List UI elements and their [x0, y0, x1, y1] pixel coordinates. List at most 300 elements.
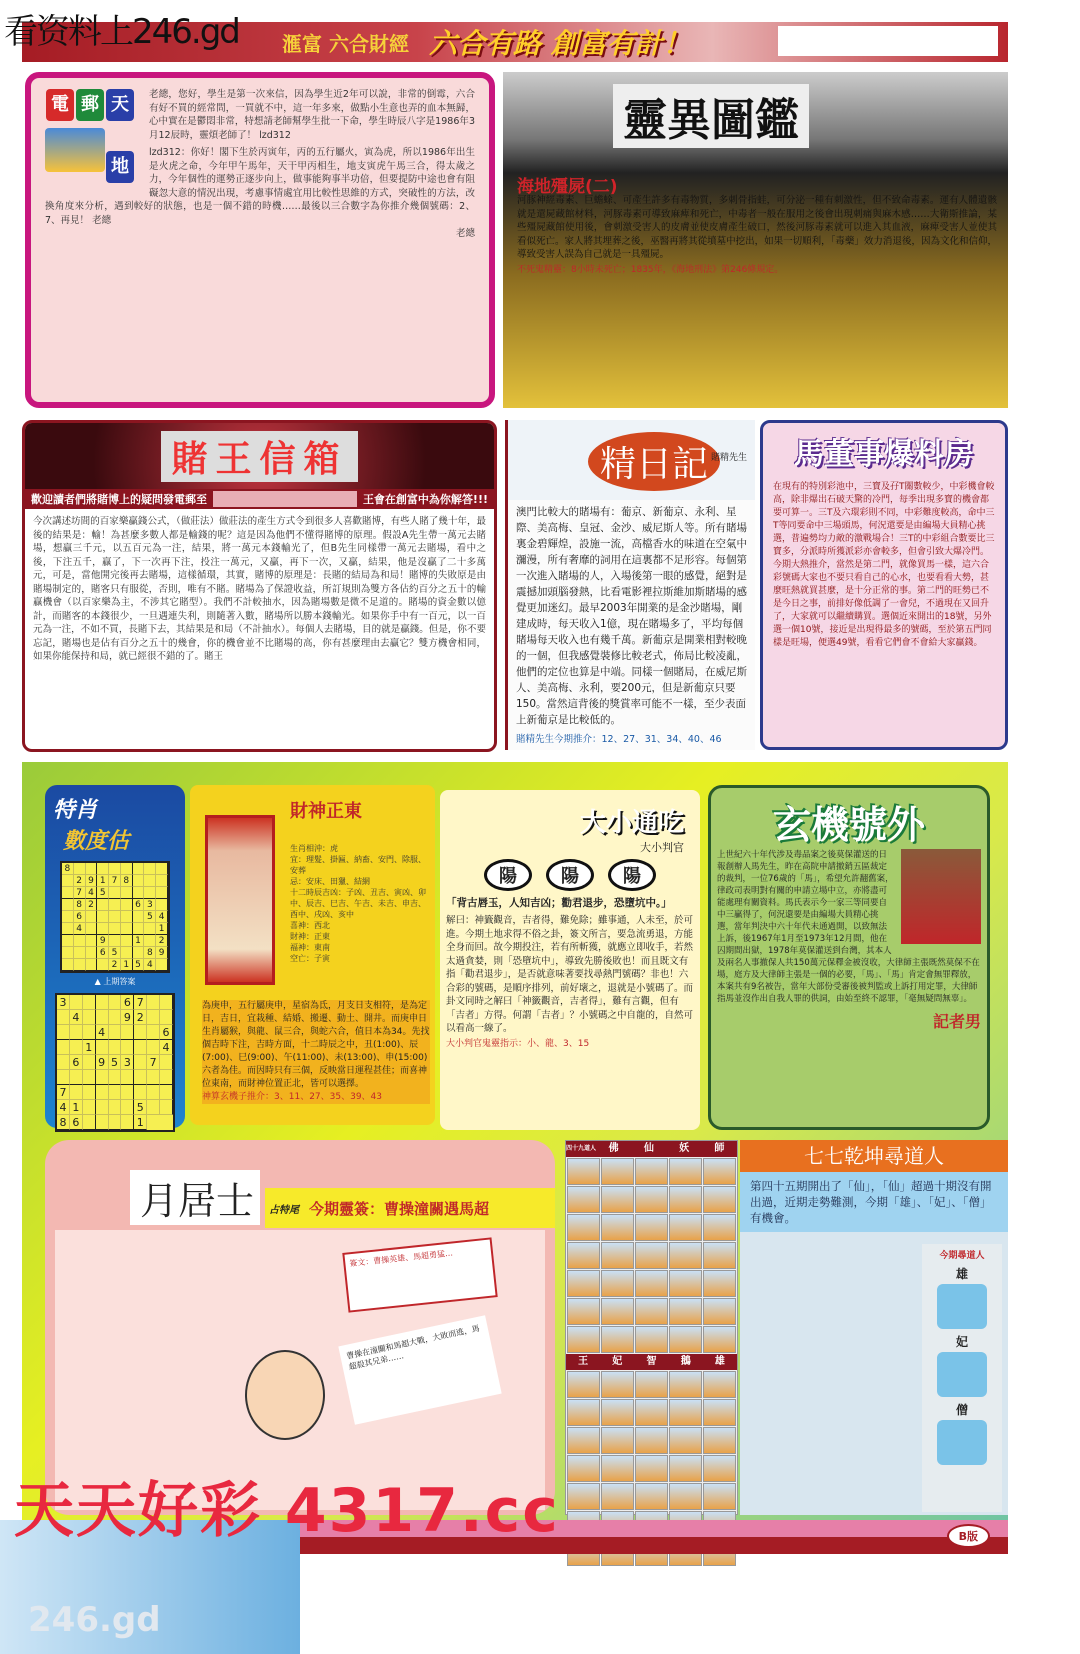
sudoku-cell: 5 — [109, 947, 121, 959]
sudoku-cell: 2 — [109, 959, 121, 971]
sudoku-cell: 1 — [133, 935, 145, 947]
qq-side-label: 今期尋道人 — [939, 1251, 985, 1261]
qq-side — [922, 1244, 1002, 1512]
sudoku-cell — [109, 1010, 122, 1025]
character-card — [601, 1270, 634, 1297]
god-of-wealth-image — [205, 815, 275, 985]
caishen-panel — [190, 785, 435, 1125]
character-card — [703, 1399, 736, 1426]
ghost-footer: 不死鬼精靈：8小時未死亡；1835年，《海地刑法》第246條規定。 — [517, 264, 784, 275]
sudoku-cell — [97, 911, 109, 923]
sudoku-cell: 4 — [144, 959, 156, 971]
sudoku-cell: 6 — [133, 899, 145, 911]
sudoku-cell — [109, 899, 121, 911]
sudoku-cell — [86, 923, 98, 935]
sudoku-cell — [109, 1025, 122, 1040]
sudoku-cell — [109, 995, 122, 1010]
character-card — [601, 1483, 634, 1510]
sudoku-cell: 2 — [86, 899, 98, 911]
gambling-king-mailbox — [22, 420, 497, 752]
sudoku-cell — [160, 995, 173, 1010]
king-bar-right: 王會在創富中為你解答!!! — [362, 493, 488, 506]
sudoku-cell: 7 — [147, 1055, 160, 1070]
sudoku-cell — [121, 1115, 134, 1130]
sudoku-cell: 6 — [70, 1115, 83, 1130]
sudoku-cell — [121, 1085, 134, 1100]
caishen-rec-label: 神算玄機子推介： — [202, 1092, 275, 1102]
banner-blank — [778, 26, 998, 56]
sudoku-cell — [86, 911, 98, 923]
character-card — [567, 1186, 600, 1213]
sudoku-cell — [144, 935, 156, 947]
sudoku-cell — [133, 875, 145, 887]
sudoku-cell: 5 — [97, 887, 109, 899]
character-card — [601, 1371, 634, 1398]
cartoon-face-icon — [245, 1350, 325, 1440]
logo-char: 地 — [106, 151, 134, 183]
sudoku-cell — [121, 1025, 134, 1040]
character-card — [703, 1242, 736, 1269]
ghost-column — [503, 72, 1008, 408]
sudoku-cell — [70, 1085, 83, 1100]
sudoku-cell — [97, 863, 109, 875]
mail-reply: lzd312：你好！閣下生於丙寅年，丙的五行屬火，寅為虎，所以1986年出生是火虎之命，今年甲午馬年，天干甲丙相生，地支寅虎午馬三合，得太歲之力，今年個性的運勢正逐步向上，做事能夠事半功倍，但要提防中途也會有阻礙忽大意的情況出現，考慮事情處宜用比較性思維的方式，突破性的方法，改換角度來分析，遇到較好的狀態，也是一個不錯的時機……最後以三合數字為你推介幾個號碼：2、7、再見！ 老總 — [45, 147, 475, 226]
ghost-text: 河豚神經毒素、巨蟾蜍、可產生許多有毒物質，多刺骨指蛙，可分泌一種有刺激性，但不致命毒素。運有人體遺骸就是還屍藏館材料，河豚毒素可導致麻痺和死亡，中毒者一般在服用之後會出現刺痛與麻木感……大衛斯推論，某些殭屍藏館使用後，會刺激受害人的皮膚並使皮膚產生破口，然後河豚毒素就可以進入其血液，麻痺受害人並使其看似死亡。家人將其埋葬之後，巫醫再將其從墳墓中挖出，如果一切順利，「毒藥」效力消退後，因為文化和信仰，導致受害人誤為自己就是一具殭屍。 — [517, 195, 997, 260]
character-card — [669, 1270, 702, 1297]
sudoku-cell: 6 — [160, 1025, 173, 1040]
sudoku-cell — [83, 1025, 96, 1040]
almanac-item: 生肖相沖：虎 — [290, 844, 338, 853]
character-card — [669, 1427, 702, 1454]
sudoku-cell — [156, 875, 168, 887]
character-card — [669, 1158, 702, 1185]
character-card — [567, 1455, 600, 1482]
sudoku-cell — [83, 1055, 96, 1070]
character-card — [567, 1270, 600, 1297]
sudoku-cell: 4 — [156, 911, 168, 923]
sudoku-cell: 1 — [156, 923, 168, 935]
character-card — [601, 1242, 634, 1269]
character-card — [703, 1298, 736, 1325]
character-card — [567, 1483, 600, 1510]
sudoku-cell — [133, 863, 145, 875]
logo-char: 郵 — [76, 89, 104, 121]
dxt-title: 大小通吃 — [579, 808, 684, 838]
moon-tag-small: 占特尾 — [269, 1204, 299, 1216]
character-card — [567, 1326, 600, 1353]
character-card — [567, 1427, 600, 1454]
character-card — [703, 1371, 736, 1398]
sudoku-cell — [134, 1055, 147, 1070]
sudoku-cell — [74, 959, 86, 971]
sudoku-cell — [86, 959, 98, 971]
diary-column — [505, 420, 755, 750]
portrait-photo — [901, 849, 981, 944]
sudoku-cell — [147, 1100, 160, 1115]
caishen-title: 財神正東 — [290, 801, 362, 822]
character-card — [635, 1214, 668, 1241]
character-card — [703, 1455, 736, 1482]
character-card — [703, 1214, 736, 1241]
caishen-rec: 3、11、27、35、39、43 — [274, 1092, 383, 1102]
sudoku-cell: 8 — [57, 1115, 70, 1130]
sudoku-cell — [121, 1100, 134, 1115]
sudoku-cell — [109, 911, 121, 923]
sudoku-cell — [160, 1100, 173, 1115]
sudoku-cell — [96, 1040, 109, 1055]
sudoku-cell — [70, 1040, 83, 1055]
sudoku-cell — [134, 1070, 147, 1085]
king-title: 賭王信箱 — [161, 431, 357, 482]
character-card — [635, 1371, 668, 1398]
sudoku-title: 特肖 — [53, 798, 98, 823]
sudoku-cell: 4 — [96, 1025, 109, 1040]
sudoku-cell — [96, 1085, 109, 1100]
character-card — [703, 1270, 736, 1297]
sudoku-cell — [121, 887, 133, 899]
sudoku-cell — [109, 1100, 122, 1115]
yang-badge: 陽 — [608, 859, 656, 891]
sudoku-cell — [147, 1010, 160, 1025]
character-card — [635, 1326, 668, 1353]
grid-head: 雄 — [714, 1356, 725, 1367]
sudoku-cell — [97, 959, 109, 971]
sudoku-cell — [62, 875, 74, 887]
computer-icon — [45, 128, 105, 172]
character-card — [669, 1455, 702, 1482]
sudoku-cell: 9 — [97, 935, 109, 947]
sudoku-cell — [83, 1085, 96, 1100]
sudoku-cell — [109, 863, 121, 875]
diary-author: 賭精先生 — [710, 453, 747, 463]
grid-head: 仙 — [643, 1143, 654, 1154]
sudoku-cell: 5 — [133, 959, 145, 971]
character-card — [635, 1483, 668, 1510]
sudoku-cell — [144, 875, 156, 887]
sudoku-cell — [133, 923, 145, 935]
brand: 滙富 六合財經 — [282, 31, 409, 56]
sudoku-cell — [109, 935, 121, 947]
moon-tag-main: 今期靈簽：曹操潼關遇馬超 — [309, 1199, 490, 1218]
sudoku-cell — [57, 1055, 70, 1070]
moon-title: 月居士 — [130, 1170, 260, 1225]
sudoku-cell — [62, 947, 74, 959]
sudoku-cell: 6 — [74, 911, 86, 923]
character-card — [703, 1158, 736, 1185]
grid-head: 佛 — [608, 1143, 619, 1154]
sudoku-cell — [144, 863, 156, 875]
sudoku-cell — [62, 899, 74, 911]
character-card — [567, 1399, 600, 1426]
sudoku-cell — [96, 1010, 109, 1025]
sudoku-cell — [160, 1070, 173, 1085]
character-card — [635, 1270, 668, 1297]
character-card — [601, 1186, 634, 1213]
diary-text: 澳門比較大的賭場有：葡京、新葡京、永利、星際、美高梅、皇冠、金沙、威尼斯人等。所有賭場裏金碧輝煌，設施一流，高檔香水的味道在空氣中瀰漫，所有奢靡的詞用在這裏都不足形容。每個第一次進入賭場的人，入場後第一眼的感覺，絕對是震撼加頭腦發熱，比看電影裡拉斯維加斯賭場的感覺更加迷幻。最早2003年開業的是金沙賭場，剛建成時，每天收入1億，現在賭場多了，平均每個賭場每天收入也有幾千萬。新葡京是開業相對較晚的一個，但我感覺裝修比較老式，佈局比較凌亂，他們的定位也算是中端。同樣一個賭局，在威尼斯人、美高梅、永利，要200元，但是新葡京只要150。當然這背後的獎賞率可能不一樣，至少表面上新葡京是比較低的。 — [516, 506, 747, 726]
sudoku-cell — [83, 1010, 96, 1025]
sudoku-cell — [156, 887, 168, 899]
sudoku-cell — [74, 863, 86, 875]
character-card — [703, 1186, 736, 1213]
character-card — [635, 1427, 668, 1454]
watermark-top: 看资料上246.gd — [4, 12, 239, 52]
sudoku-subtitle: 數度估 — [63, 829, 130, 854]
character-card — [601, 1158, 634, 1185]
character-card — [669, 1483, 702, 1510]
sudoku-cell — [86, 947, 98, 959]
sudoku-cell — [62, 923, 74, 935]
sudoku-cell — [121, 911, 133, 923]
ma-title: 馬董事爆料房 — [794, 437, 974, 472]
mail-sign: 老總 — [455, 228, 475, 239]
sudoku-cell — [96, 1100, 109, 1115]
sudoku-cell — [160, 1010, 173, 1025]
mail-column — [25, 72, 495, 408]
sudoku-cell — [74, 947, 86, 959]
sudoku-cell: 9 — [86, 875, 98, 887]
sudoku-cell — [57, 1010, 70, 1025]
sudoku-cell — [62, 959, 74, 971]
dxt-text: 解曰：神籤觀音，吉者得，難免除；雖事通，人未至，於可進。今期土地求得不俗之卦，簽文所言，要急流勇退，方能全身而回。故今期投注，若有所斬獲，就應立即收手，若然太過貪婪，則「恐墮坑中」，導致先勝後敗也！而且既文有指「勸君退步」，是否就意味著要找尋熱門號碼？非也！六合彩的號碼，是順序排列，前好壞之，退就是小號碼了。而卦文同時之解曰「神籤觀音，吉者得」，難有言觀，但有「吉者」方得。何謂「吉者」？小號碼之中自龍的，自然可以看高一線了。 — [446, 915, 694, 1034]
character-card — [635, 1298, 668, 1325]
sudoku-cell — [109, 1070, 122, 1085]
character-card — [635, 1158, 668, 1185]
sudoku-cell: 1 — [97, 875, 109, 887]
qq-pick: 妃 — [955, 1335, 968, 1349]
character-grid — [565, 1140, 738, 1515]
diary-nums: 12、27、31、34、40、46 — [601, 734, 722, 745]
almanac-item: 福神：東南 — [290, 943, 330, 952]
moon-panel — [45, 1140, 555, 1515]
sudoku-cell — [147, 995, 160, 1010]
moon-card: 曹操在潼關和馬超大戰，大敗而逃，馬超殺其兄弟…… — [338, 1315, 501, 1424]
caishen-text: 為庚申，五行屬庚申，星宿為氐，月支日支相符，是為定日，吉日，宜栽種、結婚、搬遷、動土、開井。而庚申日生肖屬猴，與龍、鼠三合，與蛇六合，值日本為34。先找個吉時下注，吉時方面，十二時辰之中，丑(1:00)、辰(7:00)、巳(9:00)、午(11:00)、未(13:00)、申(15:00)六者為佳。而因時只有三個，反映當日運程甚佳；而喜神位東南，而財神位置正北，皆可以選擇。 — [202, 1001, 430, 1089]
qq-panel — [740, 1140, 1008, 1515]
ma-column — [760, 420, 1008, 750]
sudoku-cell — [156, 863, 168, 875]
sudoku-cell — [133, 947, 145, 959]
sudoku-cell — [133, 887, 145, 899]
sudoku-cell — [70, 1070, 83, 1085]
sudoku-cell — [121, 899, 133, 911]
character-card — [635, 1186, 668, 1213]
sudoku-cell: 6 — [121, 995, 134, 1010]
character-card — [703, 1483, 736, 1510]
sudoku-cell: 1 — [134, 1115, 147, 1130]
character-card — [567, 1214, 600, 1241]
character-icon — [937, 1284, 987, 1329]
mail-logo — [45, 88, 141, 188]
sudoku-cell — [121, 863, 133, 875]
mail-letter: 老總，您好，學生是第一次來信，因為學生近2年可以說，非常的倒霉，六合有好不買的經常問，一買就不中，這一年多來，做點小生意也弄的血本無歸，心中實在是鬱悶非常，特想請老師幫學生批一下命，學生時辰八字是1986年3月12辰時，靈煩老師了！ lzd312 — [149, 89, 475, 141]
character-card — [635, 1242, 668, 1269]
character-card — [669, 1242, 702, 1269]
sudoku-cell: 8 — [121, 875, 133, 887]
yang-badge: 陽 — [484, 859, 532, 891]
yang-badge: 陽 — [546, 859, 594, 891]
ghost-title: 靈異圖鑑 — [613, 84, 809, 148]
character-card — [669, 1214, 702, 1241]
character-card — [601, 1455, 634, 1482]
sudoku-cell — [144, 923, 156, 935]
sudoku-cell — [74, 935, 86, 947]
sudoku-cell: 2 — [74, 875, 86, 887]
qq-pick: 雄 — [955, 1267, 968, 1281]
sudoku-cell — [97, 923, 109, 935]
sudoku-cell: 8 — [74, 899, 86, 911]
grid-head: 鵝 — [680, 1356, 691, 1367]
sudoku-cell — [147, 1040, 160, 1055]
sudoku-cell: 5 — [109, 1055, 122, 1070]
sudoku-cell: 8 — [62, 863, 74, 875]
character-card — [635, 1399, 668, 1426]
sudoku-cell: 8 — [144, 947, 156, 959]
answer-label: ▲ 上期答案 — [94, 977, 136, 986]
sudoku-cell — [160, 1085, 173, 1100]
watermark-big: 天天好彩 4317.cc — [14, 1476, 560, 1546]
qq-pick: 僧 — [955, 1403, 968, 1417]
moon-note: 簽文：曹操英雄、馬超勇猛… — [342, 1237, 497, 1312]
character-card — [635, 1455, 668, 1482]
sudoku-cell — [62, 887, 74, 899]
sudoku-cell — [97, 899, 109, 911]
character-card — [669, 1371, 702, 1398]
character-card — [567, 1158, 600, 1185]
sudoku-cell: 9 — [121, 1010, 134, 1025]
sudoku-cell: 2 — [156, 935, 168, 947]
xj-text: 上世紀六十年代涉及毒品案之後莫保灌送的日報創辦人馬先生，昨在高院申請撤銷五區裁定的裁判，一位76歲的「馬」，希望允許翻舊案，律政司表明對有關的申請立場中立，亦將盡可能處理有關資料。馬氏表示今一家三等同要自中三贏得了，何況還要是由編場大員精心挑選，當年判決中六十年代未通過開，以致無法上訴，後1967年1月至1973年12月間，他在囚期間出獄，1978年莫保灌送到台灣，其本人及兩名人事撤保人共150萬元保釋金被沒收，大律師主張既然莫保不在場，庭方及大律師主張是一個的必要，「馬」、「馬」肯定會無罪釋放，本案共有9名被告，當年大部份受審後被判監或上訴打用定罪，大律師指馬並沒作出自我人罪的供詞，由始至終不認罪，「毫無疑問無辜」。 — [717, 850, 980, 1004]
grid-head: 王 — [578, 1356, 589, 1367]
watermark-small: 246.gd — [0, 1520, 300, 1654]
sudoku-cell — [109, 1115, 122, 1130]
sudoku-cell: 9 — [156, 947, 168, 959]
logo-char: 電 — [46, 89, 74, 121]
character-card — [601, 1298, 634, 1325]
grid-head: 妃 — [612, 1356, 623, 1367]
sudoku-cell — [57, 1070, 70, 1085]
sudoku-cell — [96, 1070, 109, 1085]
sudoku-cell: 2 — [134, 1010, 147, 1025]
sudoku-cell: 3 — [144, 899, 156, 911]
sudoku-cell — [134, 1025, 147, 1040]
sudoku-panel — [45, 785, 185, 1128]
grid-head: 智 — [646, 1356, 657, 1367]
sudoku-cell — [147, 1025, 160, 1040]
sudoku-cell: 6 — [97, 947, 109, 959]
diary-nums-label: 賭精先生今期推介： — [516, 734, 602, 745]
character-card — [669, 1186, 702, 1213]
grid-corner: 四十九道人 — [566, 1145, 597, 1152]
dxt-panel — [440, 790, 700, 1130]
sudoku-cell: 6 — [70, 1055, 83, 1070]
character-icon — [937, 1420, 987, 1465]
sudoku-cell: 7 — [74, 887, 86, 899]
king-text: 今次講述坊間的百家樂贏錢公式，（做莊法）做莊法的產生方式令到很多人喜歡賭博，有些人賭了幾十年，最後的結果是：輸！為甚麼多數人都是輸錢的呢？這是因為他們不懂得賭博的原理。假設A先生帶一萬元去賭場，想贏三千元，以五百元為一注，結果，將一萬元本錢輸光了，但B先生同樣帶一萬元去賭場，看中之後，下注五千，贏了，下一次再下注，投注一萬元，又贏，再下一次，又贏，結果，他是沒贏了二十多萬元，可是，當他開完後再去賭場，這樣循環，其實，賭博的原理是：長賭的結局為和局！賭博的失敗原是由賭場制定的，賭客只有服從，否則，唯有不賭。賭場為了保證收益，所訂規則為雙方各佔約百分之五十的輸贏機會（以百家樂為主，不涉其它賭型）。我們不計較抽水，因為賭場數是微不足道的。賭場的資金數以億計，而賭客的本錢很少，一旦遇連失利，則隨著入數，賭場所以勝本錢輸光。如果你手中有一百元，以一百元為一注，不如不買，長賭下去，其結果是和局（不計抽水）。每個人去賭場，目的就是贏錢。但是，你不要忘記，賭場也是佔有百分之五十的幾會，你的機會並不比賭場的高，你有甚麼理由去贏它？雙方機會相同，如果你能保持和局，就已經很不錯的了。賭王 — [33, 516, 486, 662]
sudoku-cell — [83, 1115, 96, 1130]
sudoku-cell: 4 — [160, 1040, 173, 1055]
sudoku-cell — [121, 923, 133, 935]
sudoku-cell: 5 — [144, 911, 156, 923]
sudoku-cell: 7 — [134, 995, 147, 1010]
logo-char: 天 — [106, 89, 134, 121]
character-card — [669, 1298, 702, 1325]
character-card — [567, 1298, 600, 1325]
xj-title: 玄機號外 — [772, 803, 925, 847]
xj-panel — [708, 785, 990, 1130]
sudoku-cell — [156, 899, 168, 911]
sudoku-cell: 4 — [57, 1100, 70, 1115]
sudoku-cell: 4 — [74, 923, 86, 935]
sudoku-cell — [160, 1055, 173, 1070]
slogan: 六合有路 創富有計！ — [428, 27, 691, 60]
sudoku-cell: 4 — [70, 1010, 83, 1025]
dxt-author: 大小判官 — [640, 841, 684, 854]
sudoku-grid-previous — [60, 861, 170, 973]
ghost-subtitle: 海地殭屍(二) — [517, 177, 618, 197]
character-card — [601, 1214, 634, 1241]
sudoku-cell: 4 — [86, 887, 98, 899]
character-card — [567, 1371, 600, 1398]
sudoku-cell: 7 — [109, 875, 121, 887]
character-card — [703, 1427, 736, 1454]
xj-sign: 記者男 — [932, 1012, 981, 1031]
dxt-quote: 「背古唇玉，人知吉凶；勸君退步，恐墮坑中。」 — [446, 897, 672, 909]
sudoku-cell: 5 — [134, 1100, 147, 1115]
sudoku-cell: 1 — [121, 959, 133, 971]
sudoku-cell — [121, 1070, 134, 1085]
ma-text: 在現有的特別彩池中，三寶及孖T關數較少，中彩機會較高，除非爆出石破天驚的冷門，每季出現多寶的機會都要可算一。三T及六環彩則不同，中彩難度較高，命中三T等同要命中三場頭馬，何況還要是由編場大員精心挑選，普遍勢均力敵的激戰場合！三T的中彩組合數要比三寶多，分派時所獲派彩亦會較多，但會引致大爆冷門。今期大熱推介，當然是第二門，就像買馬一樣，這六合彩號碼大家也不要只看自己的心水，也要看看大勢，甚麼旺熱就買甚麼，是十分正常的事。第二門的旺勢已不是今日之事，前排好像低調了一會兒，不過現在又回升了，大家就可以繼續購買。選個近來開出的18號，另外選一個10號，接近是出現得最多的號碼，至於第五門同樣是旺場，便選49號，看看它們會不會給大家贏錢。 — [773, 482, 995, 648]
almanac-list — [290, 843, 430, 964]
sudoku-cell — [57, 1040, 70, 1055]
sudoku-cell — [70, 1025, 83, 1040]
version-badge: B版 — [947, 1524, 990, 1548]
grid-head: 師 — [714, 1143, 725, 1154]
sudoku-cell: 9 — [96, 1055, 109, 1070]
qq-text: 第四十五期開出了「仙」，「仙」超過十期沒有開出過，近期走勢難測，今期「雄」、「妃」、「僧」有機會。 — [740, 1172, 1008, 1232]
character-card — [567, 1242, 600, 1269]
sudoku-cell — [121, 1040, 134, 1055]
sudoku-cell — [96, 1115, 109, 1130]
sudoku-cell — [83, 995, 96, 1010]
character-card — [601, 1399, 634, 1426]
sudoku-cell — [86, 935, 98, 947]
sudoku-cell — [121, 935, 133, 947]
character-card — [669, 1399, 702, 1426]
almanac-item: 十二時辰吉凶：子凶、丑吉、寅凶、卯中、辰吉、巳吉、午吉、未吉、申吉、酉中、戌凶、亥中 — [290, 888, 426, 919]
sudoku-cell: 3 — [121, 1055, 134, 1070]
character-card — [703, 1326, 736, 1353]
sudoku-cell — [57, 1025, 70, 1040]
sudoku-cell — [109, 1085, 122, 1100]
sudoku-cell — [83, 1070, 96, 1085]
sudoku-cell — [70, 995, 83, 1010]
character-card — [669, 1326, 702, 1353]
character-icon — [937, 1352, 987, 1397]
sudoku-cell: 1 — [83, 1040, 96, 1055]
character-card — [601, 1427, 634, 1454]
almanac-item: 空亡：子寅 — [290, 954, 330, 963]
sudoku-cell — [147, 1085, 160, 1100]
sudoku-cell: 1 — [70, 1100, 83, 1115]
sudoku-cell — [109, 923, 121, 935]
sudoku-cell — [62, 935, 74, 947]
almanac-item: 宜：理髮、掛匾、納畜、安門、除服、安葬 — [290, 855, 426, 875]
almanac-item: 財神：正東 — [290, 932, 330, 941]
sudoku-cell — [96, 995, 109, 1010]
sudoku-cell — [147, 1070, 160, 1085]
diary-title: 精日記 — [588, 432, 720, 491]
sudoku-cell — [86, 863, 98, 875]
